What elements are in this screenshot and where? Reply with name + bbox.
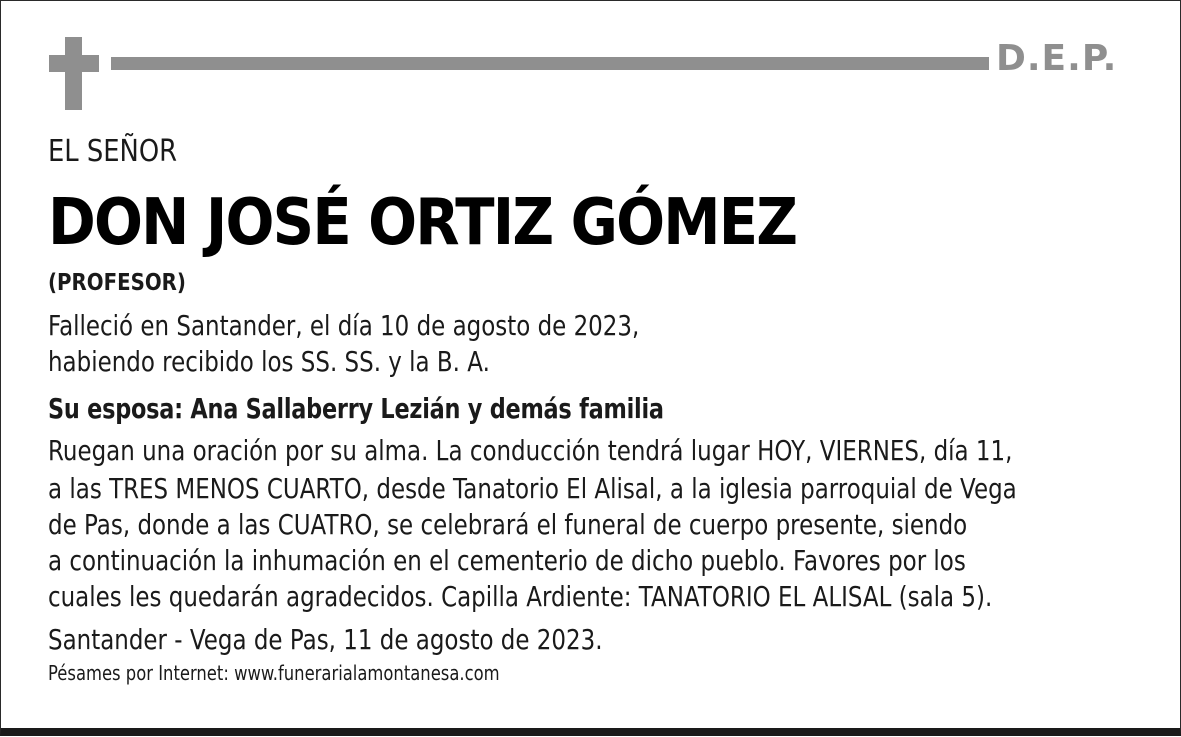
deceased-name: DON JOSÉ ORTIZ GÓMEZ	[48, 186, 797, 260]
message-line: a las TRES MENOS CUARTO, desde Tanatorio El Alisal, a la iglesia parroquial de Vega	[48, 472, 1017, 505]
profession: (PROFESOR)	[48, 270, 186, 296]
dep-label: D.E.P.	[996, 38, 1118, 79]
death-line: Falleció en Santander, el día 10 de agosto de 2023,	[48, 309, 640, 342]
header-rule	[111, 57, 989, 70]
cross-icon-bar	[49, 55, 99, 72]
title-prefix: EL SEÑOR	[48, 134, 178, 169]
death-line: habiendo recibido los SS. SS. y la B. A.	[48, 345, 490, 378]
message-line: Ruegan una oración por su alma. La conducción tendrá lugar HOY, VIERNES, día 11,	[48, 434, 1013, 467]
condolences-web-note: Pésames por Internet: www.funerarialamontanesa.com	[48, 661, 500, 685]
message-line: a continuación la inhumación en el cementerio de dicho pueblo. Favores por los	[48, 544, 966, 577]
message-line: de Pas, donde a las CUATRO, se celebrará el funeral de cuerpo presente, siendo	[48, 508, 968, 541]
message-line: cuales les quedarán agradecidos. Capilla Ardiente: TANATORIO EL ALISAL (sala 5).	[48, 580, 993, 613]
family-line: Su esposa: Ana Sallaberry Lezián y demás familia	[48, 392, 664, 425]
cross-icon	[65, 37, 82, 110]
place-date: Santander - Vega de Pas, 11 de agosto de 2023.	[48, 623, 603, 656]
